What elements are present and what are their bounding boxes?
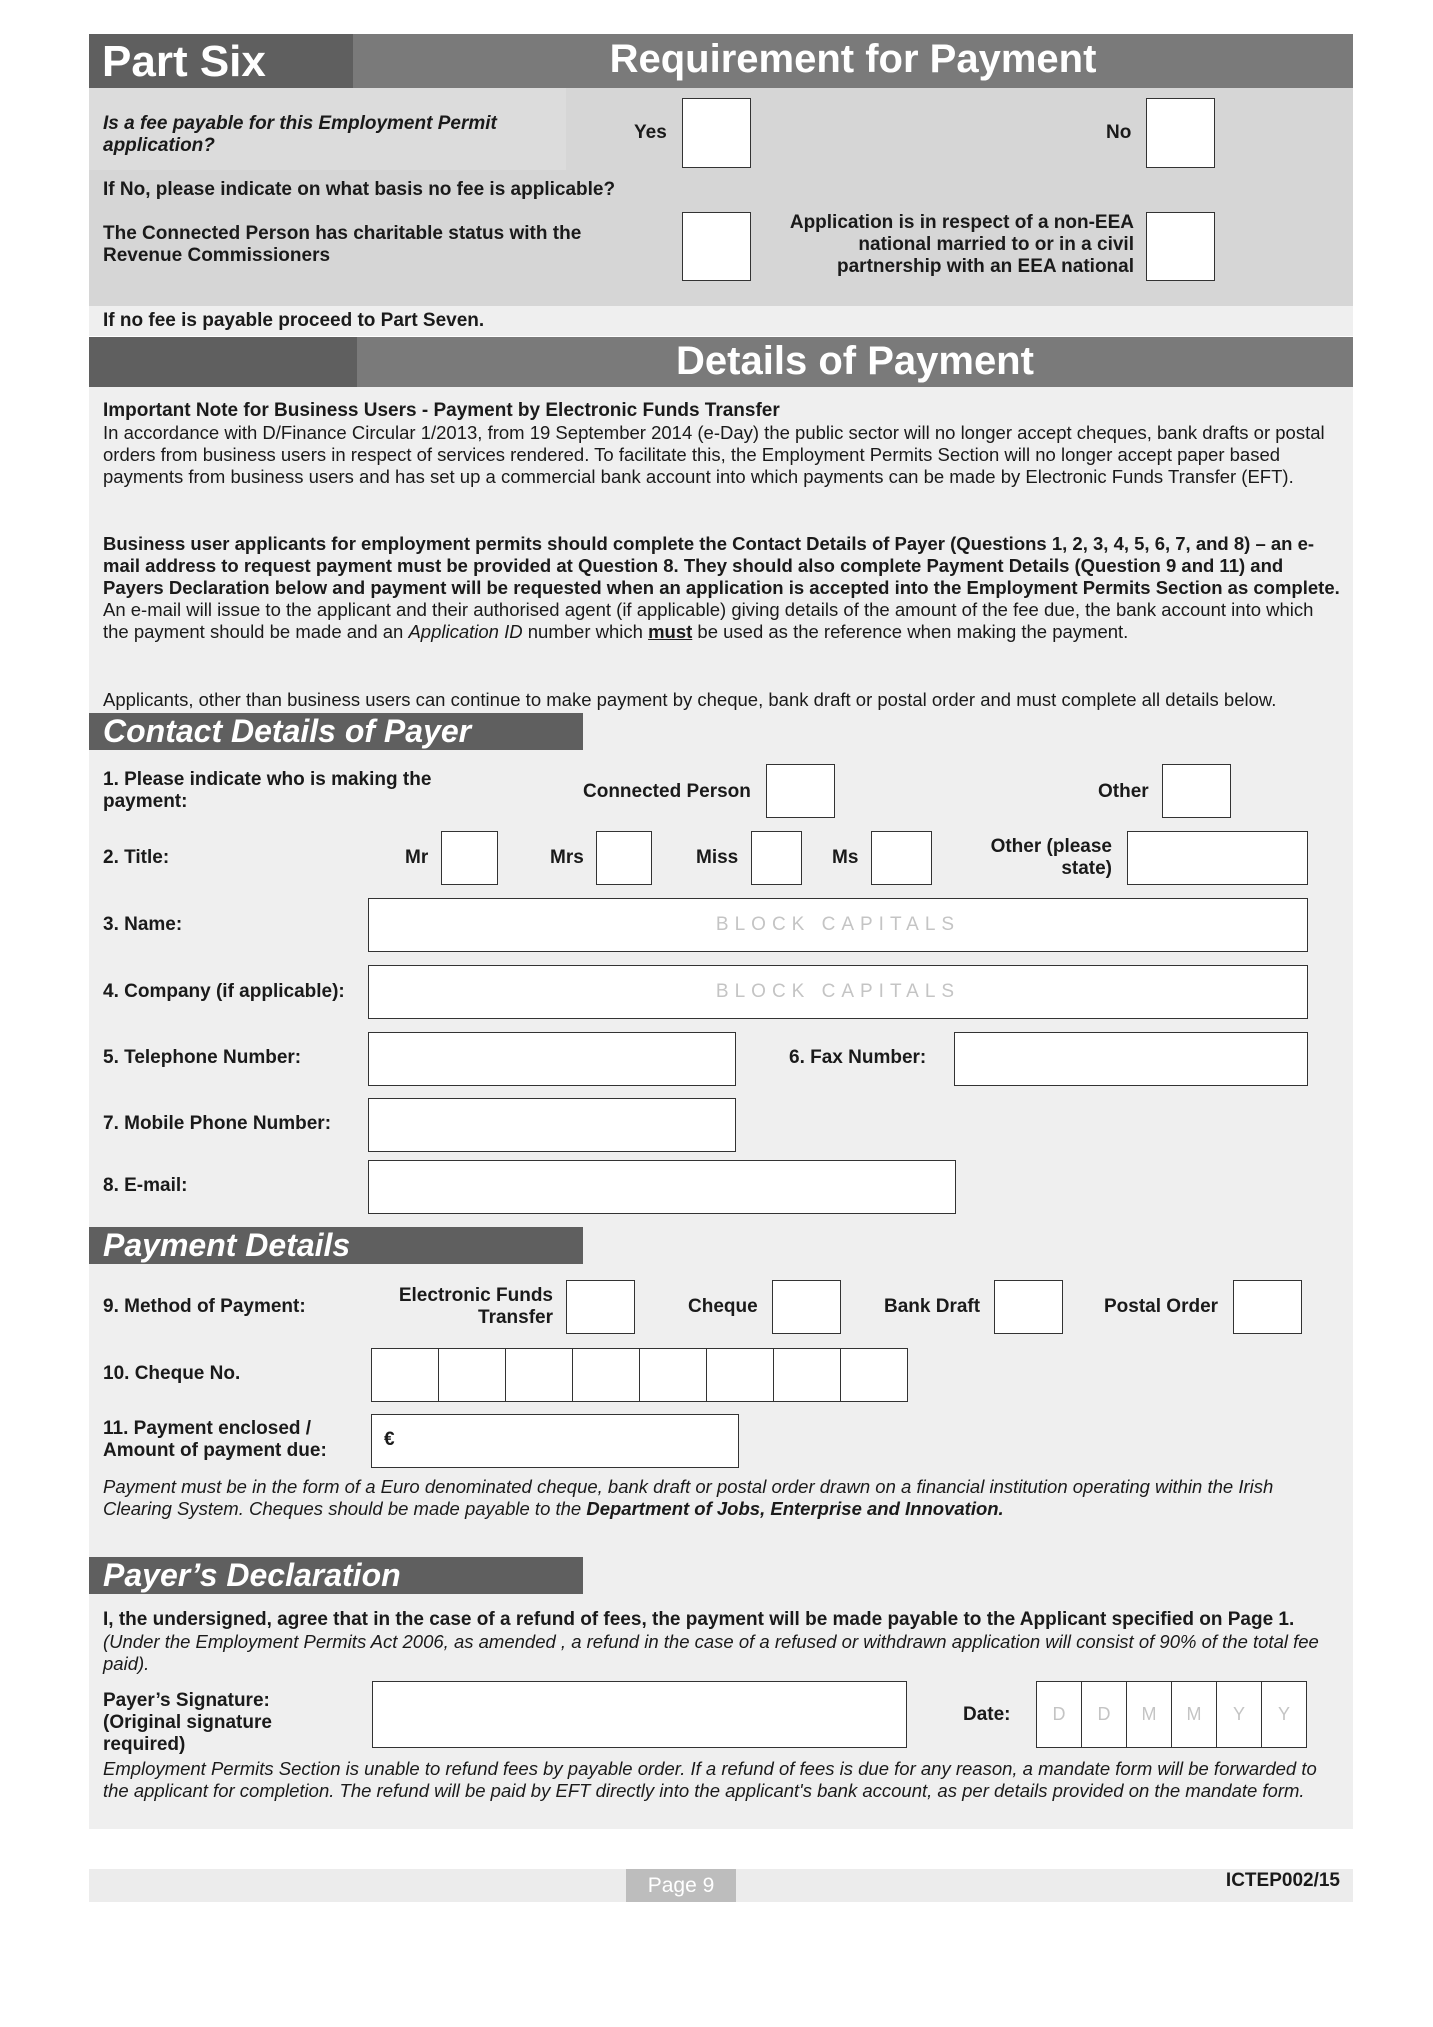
non-eea-label: Application is in respect of a non-EEA national married to or in a civil partnership with an EEA national (789, 212, 1134, 277)
fee-yes-checkbox[interactable] (682, 98, 751, 168)
q9-postal-order-label: Postal Order (1104, 1296, 1219, 1317)
q2-mrs-label: Mrs (550, 847, 584, 868)
euro-symbol: € (384, 1429, 395, 1450)
basis-question: If No, please indicate on what basis no fee is applicable? (103, 179, 616, 200)
name-input[interactable]: BLOCK CAPITALS (368, 898, 1308, 952)
date-year-2[interactable]: Y (1261, 1681, 1307, 1748)
cheque-digit-box[interactable] (438, 1348, 506, 1402)
mobile-input[interactable] (368, 1098, 736, 1152)
proceed-note: If no fee is payable proceed to Part Seven. (103, 310, 485, 331)
q9-bank-draft-checkbox[interactable] (994, 1280, 1063, 1334)
form-code: ICTEP002/15 (1225, 1870, 1340, 1891)
q2-label: 2. Title: (103, 847, 170, 868)
q9-label: 9. Method of Payment: (103, 1296, 306, 1317)
q4-label: 4. Company (if applicable): (103, 981, 345, 1002)
email-input[interactable] (368, 1160, 956, 1214)
q2-ms-checkbox[interactable] (871, 831, 932, 885)
fax-input[interactable] (954, 1032, 1308, 1086)
yes-label: Yes (634, 122, 667, 143)
q2-other-label: Other (please state) (990, 836, 1112, 879)
note-body: In accordance with D/Finance Circular 1/2013, from 19 September 2014 (e-Day) the public sector will no longer accept cheques, bank drafts or postal orders from business users in respect of services rendered. To facilitate this, the Employment Permits Section will no longer accept paper based payments from business users and has set up a commercial bank account into which payments can be made by Electronic Funds Transfer (EFT). (103, 422, 1325, 487)
declaration-title: Payer’s Declaration (103, 1557, 401, 1593)
business-text-2: number which (522, 621, 649, 642)
application-id-text: Application ID (408, 621, 523, 642)
payment-form-note (103, 1476, 1343, 1520)
cheque-digit-box[interactable] (371, 1348, 439, 1402)
q9-cheque-checkbox[interactable] (772, 1280, 841, 1334)
signature-input[interactable] (372, 1681, 907, 1748)
q1-connected-checkbox[interactable] (766, 764, 835, 818)
date-day-2[interactable]: D (1081, 1681, 1127, 1748)
q2-mrs-checkbox[interactable] (596, 831, 652, 885)
details-title: Details of Payment (676, 339, 1034, 383)
q9-eft-checkbox[interactable] (566, 1280, 635, 1334)
q2-other-input[interactable] (1127, 831, 1308, 885)
no-label: No (1106, 122, 1132, 143)
non-eea-checkbox[interactable] (1146, 212, 1215, 281)
q5-label: 5. Telephone Number: (103, 1047, 302, 1068)
q1-other-label: Other (1098, 781, 1149, 802)
contact-details-title: Contact Details of Payer (103, 713, 472, 749)
business-text-3: be used as the reference when making the payment. (692, 621, 1129, 642)
q2-mr-checkbox[interactable] (441, 831, 498, 885)
business-text-1: An e-mail will issue to the applicant and their authorised agent (if applicable) giving details of the amount of the fee due, the bank account into which the payment should be made and an (103, 599, 1314, 642)
other-applicants-note: Applicants, other than business users can continue to make payment by cheque, bank draft or postal order and must complete all details below. (103, 689, 1277, 710)
date-label: Date: (963, 1704, 1011, 1725)
q1-label: 1. Please indicate who is making the payment: (103, 769, 432, 812)
q2-ms-label: Ms (832, 847, 859, 868)
q9-bank-draft-label: Bank Draft (884, 1296, 981, 1317)
cheque-digit-box[interactable] (572, 1348, 640, 1402)
payment-note-text: Payment must be in the form of a Euro denominated cheque, bank draft or postal order drawn on a financial institution operating within the Irish Clearing System. Cheques should be made payable to the (103, 1476, 1274, 1519)
cheque-digit-box[interactable] (840, 1348, 908, 1402)
payment-details-title: Payment Details (103, 1227, 351, 1263)
declaration-statement-note: (Under the Employment Permits Act 2006, as amended , a refund in the case of a refused or withdrawn application will consist of 90% of the total fee paid). (103, 1631, 1319, 1674)
telephone-input[interactable] (368, 1032, 736, 1086)
q9-cheque-label: Cheque (688, 1296, 758, 1317)
date-day-1[interactable]: D (1036, 1681, 1082, 1748)
q8-label: 8. E-mail: (103, 1175, 188, 1196)
q1-other-checkbox[interactable] (1162, 764, 1231, 818)
q2-miss-checkbox[interactable] (751, 831, 802, 885)
charitable-checkbox[interactable] (682, 212, 751, 281)
cheque-digit-box[interactable] (505, 1348, 573, 1402)
date-month-1[interactable]: M (1126, 1681, 1172, 1748)
cheque-digit-box[interactable] (706, 1348, 774, 1402)
fee-question: Is a fee payable for this Employment Permit application? (103, 113, 497, 156)
company-input[interactable]: BLOCK CAPITALS (368, 965, 1308, 1019)
charitable-label: The Connected Person has charitable status with the Revenue Commissioners (103, 223, 582, 266)
payment-payee: Department of Jobs, Enterprise and Innovation. (586, 1498, 1004, 1519)
q1-connected-label: Connected Person (583, 781, 751, 802)
part-label: Part Six (102, 37, 266, 86)
amount-input[interactable] (371, 1414, 739, 1468)
signature-label: Payer’s Signature: (Original signature required) (103, 1690, 272, 1755)
q10-label: 10. Cheque No. (103, 1363, 241, 1384)
refund-note: Employment Permits Section is unable to refund fees by payable order. If a refund of fees is due for any reason, a mandate form will be forwarded to the applicant for completion. The refund will be paid by EFT directly into the applicant's bank account, as per details provided on the mandate form. (103, 1758, 1317, 1801)
fee-no-checkbox[interactable] (1146, 98, 1215, 168)
date-year-1[interactable]: Y (1216, 1681, 1262, 1748)
cheque-digit-box[interactable] (773, 1348, 841, 1402)
business-bold-text: Business user applicants for employment permits should complete the Contact Details of Payer (Questions 1, 2, 3, 4, 5, 6, 7, and 8) – an e-mail address to request payment must be provided at Question 8. They should also complete Payment Details (Question 9 and 11) and Payers Declaration below and payment will be requested when an application is accepted into the Employment Permits Section as complete. (103, 533, 1340, 598)
q9-eft-label: Electronic Funds Transfer (398, 1285, 553, 1328)
q6-label: 6. Fax Number: (789, 1047, 927, 1068)
date-month-2[interactable]: M (1171, 1681, 1217, 1748)
business-paragraph (103, 533, 1343, 643)
note-heading: Important Note for Business Users - Payment by Electronic Funds Transfer (103, 400, 780, 421)
page-number: Page 9 (647, 1874, 715, 1897)
cheque-digit-box[interactable] (639, 1348, 707, 1402)
q9-postal-order-checkbox[interactable] (1233, 1280, 1302, 1334)
q11-label: 11. Payment enclosed / Amount of payment due: (103, 1418, 327, 1461)
part-six-title: Requirement for Payment (609, 37, 1097, 81)
q2-mr-label: Mr (405, 847, 429, 868)
must-text: must (648, 621, 693, 642)
q2-miss-label: Miss (696, 847, 739, 868)
declaration-statement: I, the undersigned, agree that in the case of a refund of fees, the payment will be made payable to the Applicant specified on Page 1. (103, 1609, 1295, 1630)
q7-label: 7. Mobile Phone Number: (103, 1113, 332, 1134)
q3-label: 3. Name: (103, 914, 183, 935)
